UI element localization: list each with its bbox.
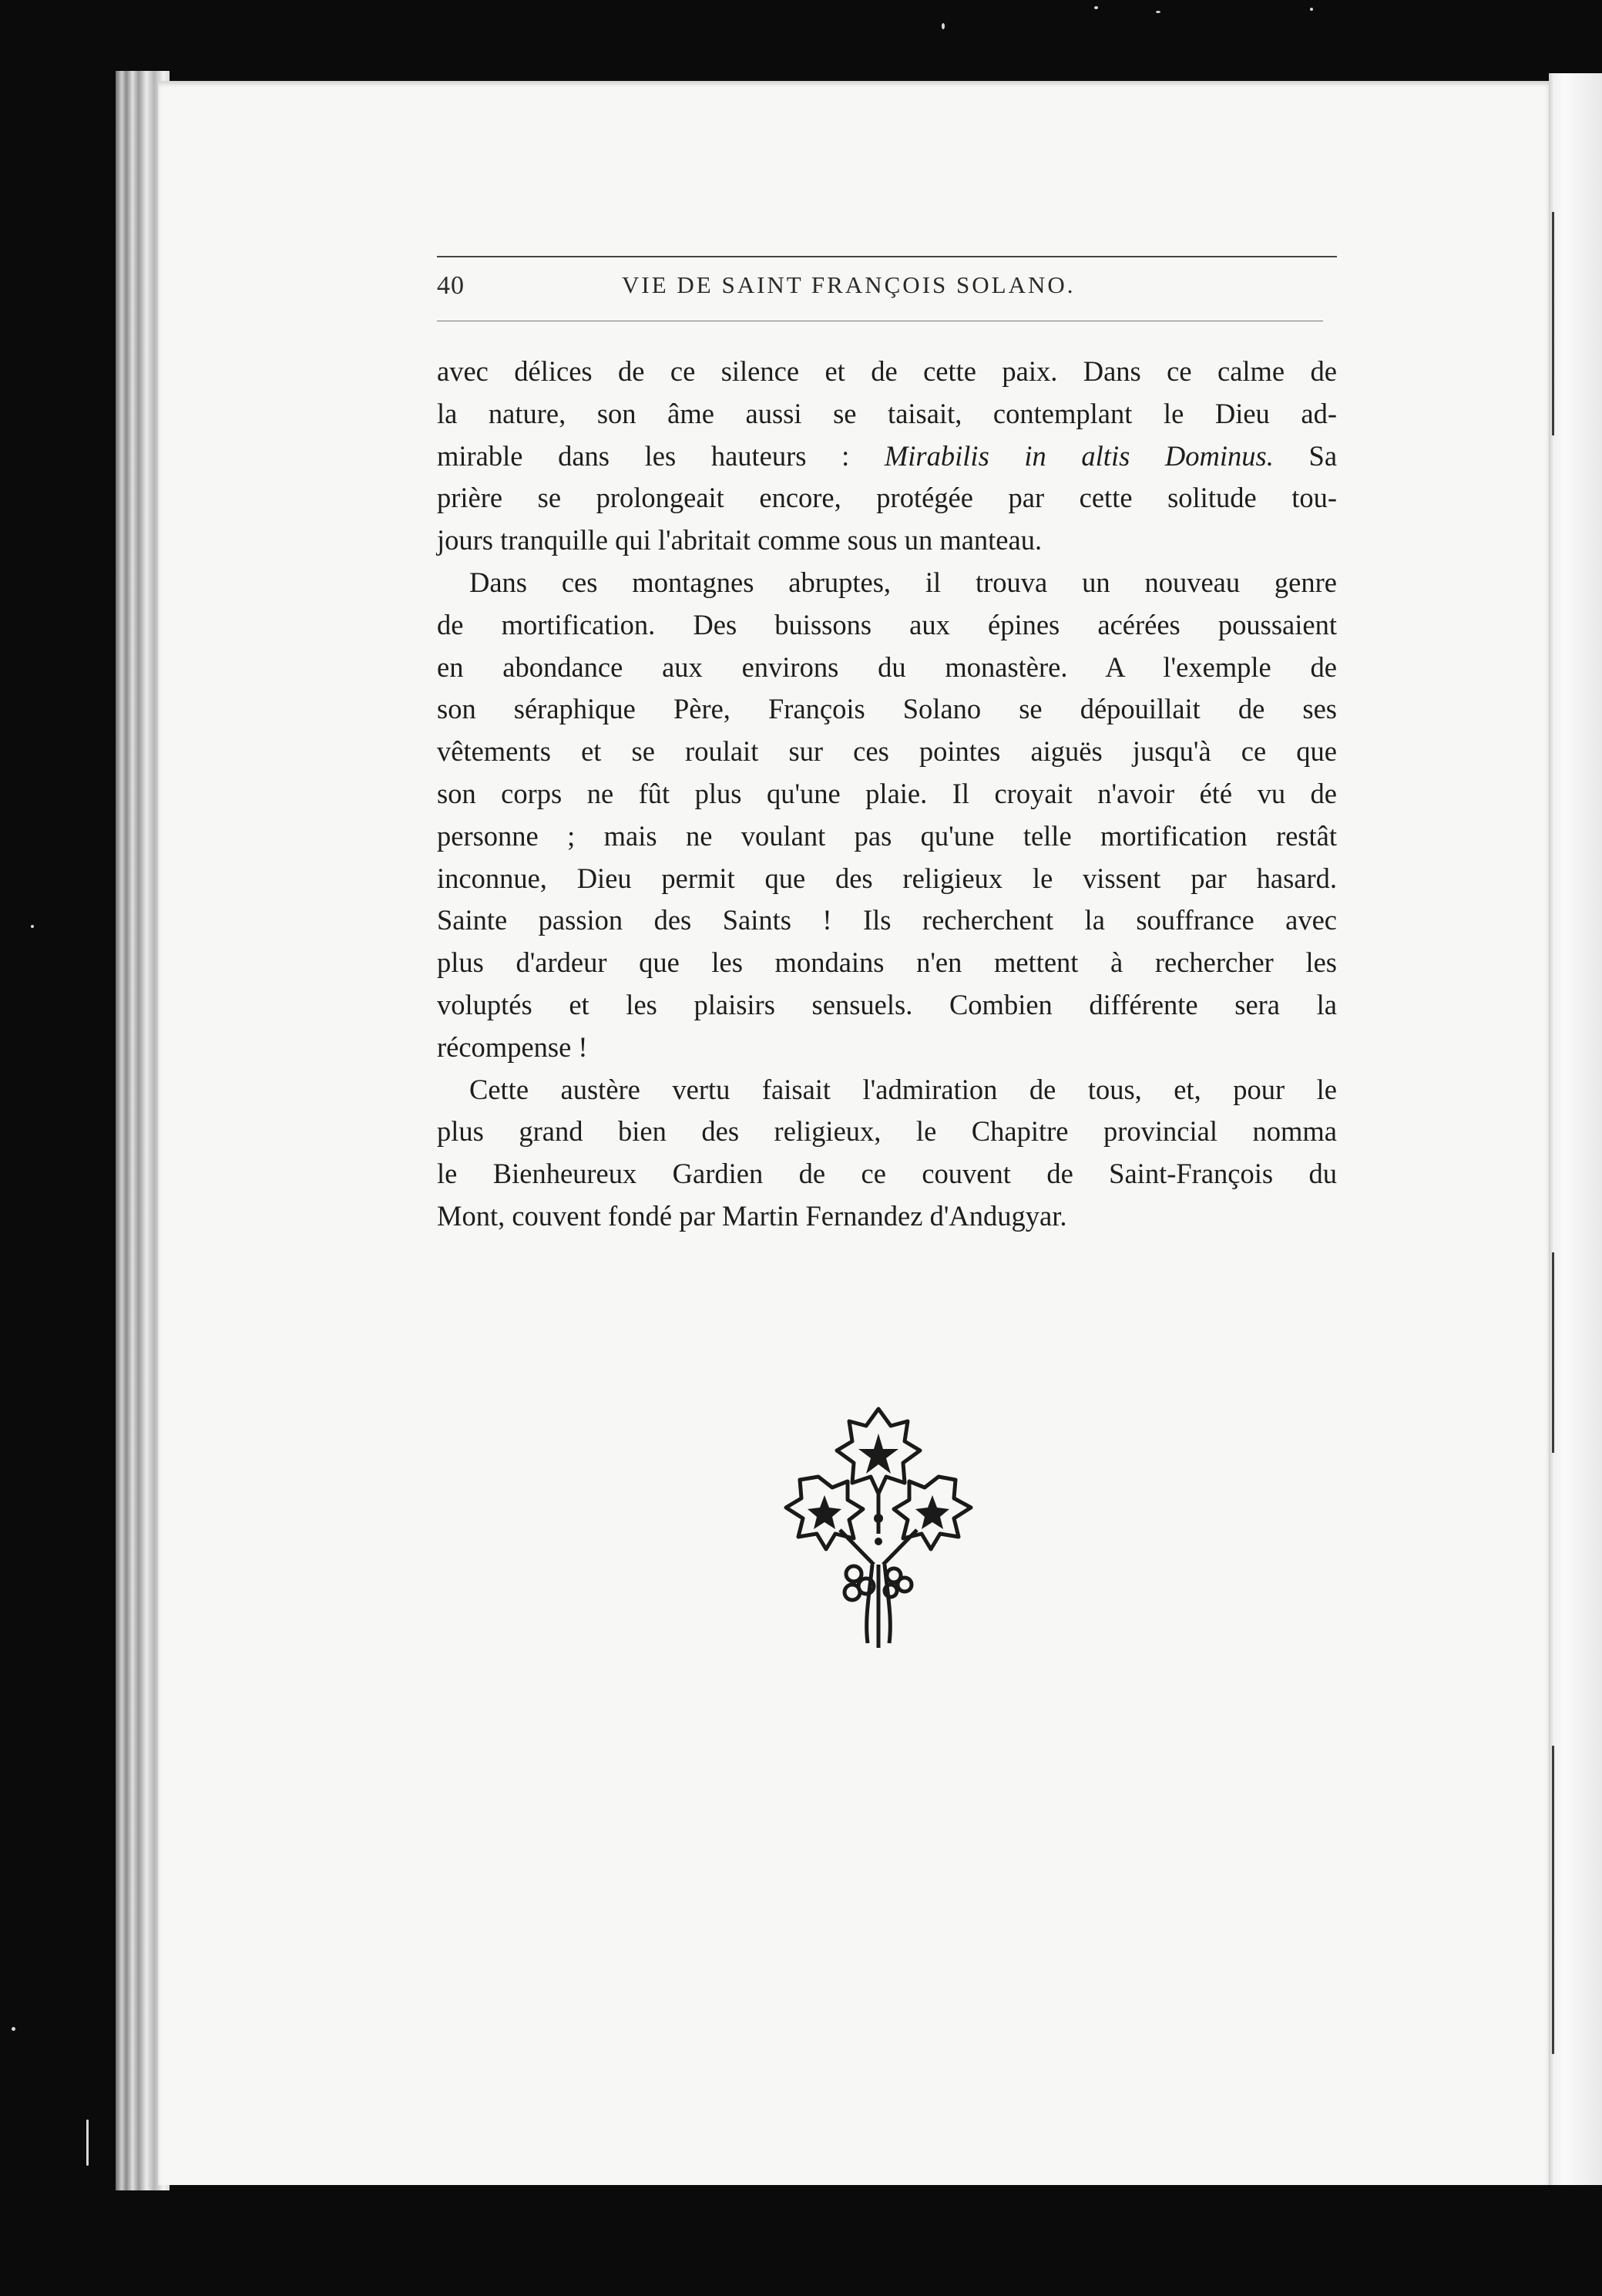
facing-page-mark [1552, 1252, 1554, 1453]
text-line: le Bienheureux Gardien de ce couvent de Saint-François du [437, 1158, 1337, 1190]
text-line: personne ; mais ne voulant pas qu'une telle mortification restât [437, 819, 1337, 852]
facing-page-mark [1552, 1746, 1554, 2054]
text-line: récompense ! [437, 1030, 588, 1063]
text-line: jours tranquille qui l'abritait comme sous un manteau. [437, 524, 1043, 556]
text-line-with-quote [437, 435, 1337, 478]
text-line: plus grand bien des religieux, le Chapitre provincial nomma [437, 1115, 1337, 1148]
latin-quotation: Mirabilis in altis Dominus. [884, 439, 1274, 472]
text-line: son corps ne fût plus qu'une plaie. Il croyait n'avoir été vu de [437, 777, 1337, 809]
text-segment: mirable dans les hauteurs : [437, 439, 850, 472]
facing-page-mark [1552, 212, 1554, 435]
scan-speck [12, 2027, 15, 2031]
text-line: en abondance aux environs du monastère. A l'exemple de [437, 650, 1337, 683]
text-line: Sainte passion des Saints ! Ils recherchent la souffrance avec [437, 904, 1337, 936]
text-line: prière se prolongeait encore, protégée par cette solitude tou- [437, 482, 1337, 514]
scan-speck [942, 23, 945, 29]
text-line: Mont, couvent fondé par Martin Fernandez d'Andugyar. [437, 1199, 1067, 1232]
text-line: avec délices de ce silence et de cette paix. Dans ce calme de [437, 355, 1337, 387]
body-text [437, 351, 1337, 1238]
text-line: vêtements et se roulait sur ces pointes aiguës jusqu'à ce que [437, 735, 1337, 768]
scan-speck [86, 2120, 89, 2166]
vine-leaf-ornament-icon [778, 1403, 979, 1657]
text-line: de mortification. Des buissons aux épines acérées poussaient [437, 608, 1337, 640]
text-line: inconnue, Dieu permit que des religieux le vissent par hasard. [437, 862, 1337, 894]
text-segment: Sa [1308, 439, 1338, 472]
running-title: VIE DE SAINT FRANÇOIS SOLANO. [622, 271, 1076, 298]
header-rule-top [437, 256, 1337, 257]
text-line: la nature, son âme aussi se taisait, contemplant le Dieu ad- [437, 397, 1337, 429]
text-line: son séraphique Père, François Solano se dépouillait de ses [437, 693, 1337, 725]
text-line: voluptés et les plaisirs sensuels. Combien différente sera la [437, 988, 1337, 1020]
scan-speck [1310, 8, 1313, 11]
scan-speck [31, 925, 34, 928]
text-line: plus d'ardeur que les mondains n'en mettent à rechercher les [437, 946, 1337, 979]
scan-speck [1156, 11, 1160, 13]
scan-speck [1094, 6, 1098, 9]
facing-page-edge [1549, 73, 1602, 2185]
running-header [437, 271, 1337, 310]
text-line: Dans ces montagnes abruptes, il trouva un nouveau genre [469, 566, 1337, 598]
text-line: Cette austère vertu faisait l'admiration de tous, et, pour le [469, 1073, 1337, 1105]
page-number: 40 [437, 271, 465, 300]
